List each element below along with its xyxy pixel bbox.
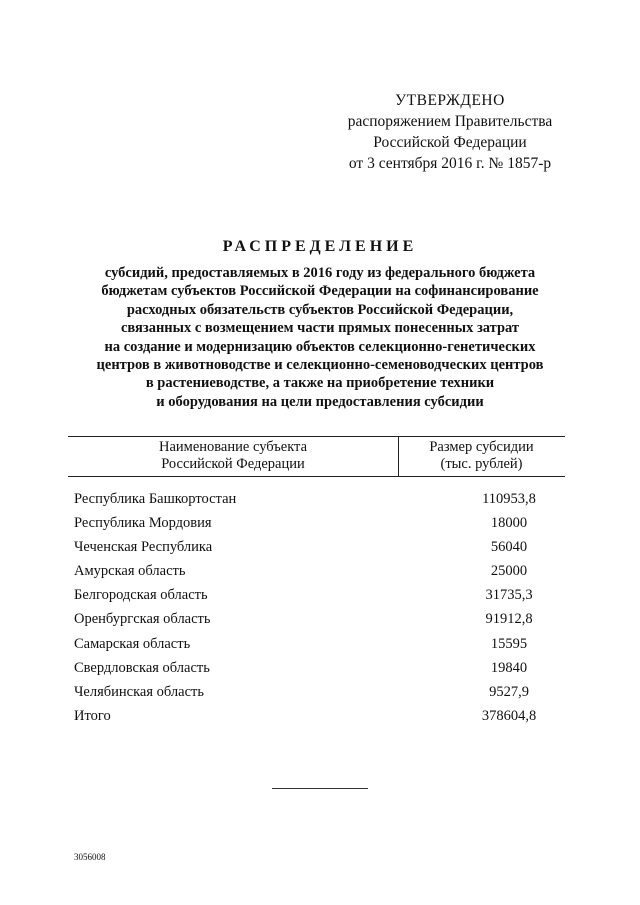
header-region-line1: Наименование субъекта: [158, 439, 308, 455]
end-of-document-rule: [272, 788, 368, 789]
subsidy-amount: 91912,8: [485, 611, 533, 628]
region-name: Амурская область: [74, 563, 186, 580]
subsidy-amount: 31735,3: [485, 587, 533, 604]
subtitle-line: субсидий, предоставляемых в 2016 году из федерального бюджета: [104, 265, 536, 281]
table-row: [74, 632, 594, 656]
approval-heading: УТВЕРЖДЕНО: [395, 92, 505, 109]
table-row: [74, 487, 594, 511]
subsidy-amount: 25000: [490, 563, 528, 580]
table-header-region: [68, 439, 398, 473]
subsidy-amount: 18000: [490, 515, 528, 532]
table-top-rule: [68, 436, 565, 437]
table-row: [74, 559, 594, 583]
document-title: РАСПРЕДЕЛЕНИЕ: [222, 238, 418, 255]
subtitle-line: центров в животноводстве и селекционно-семеноводческих центров: [96, 357, 544, 374]
table-header-amount: [398, 439, 565, 473]
region-name: Чеченская Республика: [74, 539, 213, 556]
table-row: [74, 583, 594, 607]
subtitle-line: расходных обязательств субъектов Российской Федерации,: [126, 301, 514, 318]
region-name: Свердловская область: [74, 659, 210, 676]
subtitle-line: бюджетам субъектов Российской Федерации на софинансирование: [101, 283, 539, 300]
approval-authority: распоряжением Правительства: [347, 113, 553, 130]
header-amount-line1: Размер субсидии: [429, 439, 534, 455]
document-subtitle: [40, 264, 600, 411]
subsidy-amount: 15595: [490, 635, 528, 652]
table-row: [74, 680, 594, 704]
table-row: [74, 535, 594, 559]
subtitle-line: и оборудования на цели предоставления субсидии: [156, 393, 484, 410]
region-name: Республика Башкортостан: [74, 491, 237, 507]
table-row: [74, 607, 594, 631]
table-row: [74, 656, 594, 680]
approval-date-number: от 3 сентября 2016 г. № 1857-р: [348, 155, 552, 172]
header-region-line2: Российской Федерации: [161, 456, 305, 472]
region-name: Самарская область: [74, 635, 191, 652]
total-amount: 378604,8: [481, 707, 537, 724]
total-label: Итого: [74, 707, 111, 724]
document-number: 3056008: [74, 852, 106, 862]
approval-block: [310, 90, 590, 174]
subsidy-amount: 56040: [490, 539, 528, 556]
subsidy-amount: 19840: [490, 659, 528, 676]
subtitle-line: в растениеводстве, а также на приобретение техники: [145, 375, 495, 392]
subtitle-line: на создание и модернизацию объектов селекционно-генетических: [104, 338, 536, 355]
subtitle-line: связанных с возмещением части прямых понесенных затрат: [120, 320, 520, 337]
table-body: [74, 487, 594, 728]
table-row: [74, 511, 594, 535]
subsidy-amount: 9527,9: [489, 683, 529, 700]
table-total-row: [74, 704, 594, 728]
region-name: Республика Мордовия: [74, 515, 212, 532]
approval-authority-2: Российской Федерации: [373, 134, 527, 151]
region-name: Белгородская область: [74, 587, 208, 604]
region-name: Челябинская область: [74, 683, 204, 700]
table-header-rule: [68, 476, 565, 477]
subsidy-amount: 110953,8: [482, 491, 536, 507]
header-amount-line2: (тыс. рублей): [440, 456, 523, 472]
region-name: Оренбургская область: [74, 611, 211, 628]
